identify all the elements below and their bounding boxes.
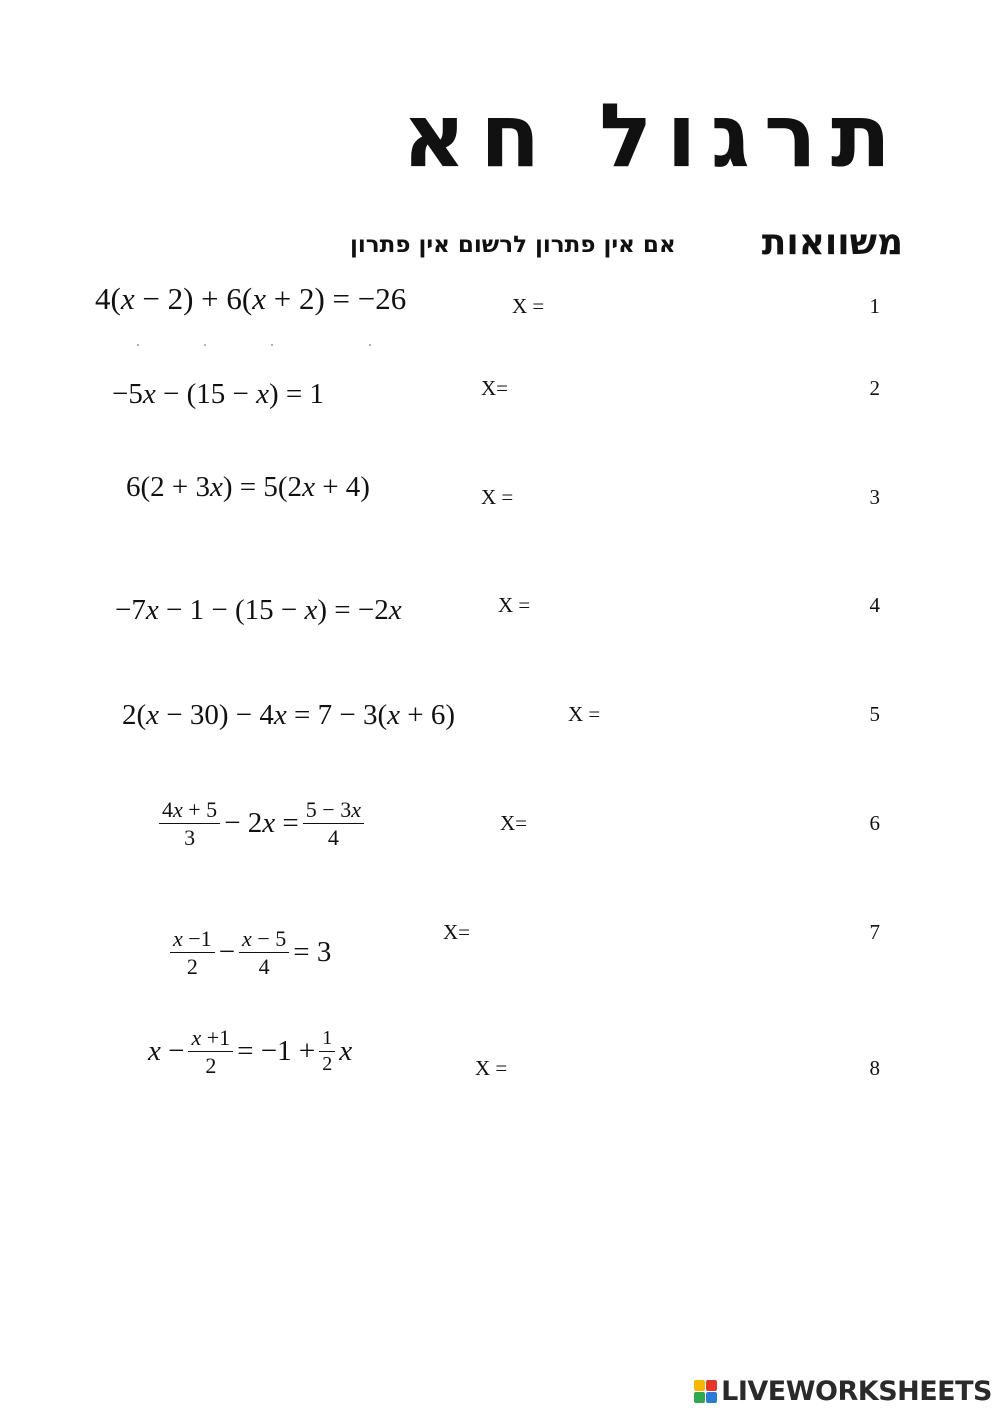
section-title: משוואות: [761, 222, 903, 263]
scan-dots: [130, 342, 380, 348]
answer-label-8: X =: [475, 1056, 508, 1080]
exercise-number-7: 7: [869, 920, 880, 944]
answer-label-6: X=: [500, 811, 528, 835]
equation-1: 4( x − 2) + 6( x + 2) = −26: [95, 281, 407, 316]
liveworksheets-logo: [694, 1376, 992, 1407]
exercise-number-5: 5: [869, 702, 880, 726]
exercise-number-8: 8: [869, 1056, 880, 1080]
exercise-number-6: 6: [869, 811, 880, 835]
brand-name: LIVEWORKSHEETS: [721, 1376, 992, 1407]
exercise-number-2: 2: [869, 376, 880, 400]
equation-4: −7 x − 1 − (15 − x ) = −2 x: [115, 594, 402, 626]
answer-label-4: X =: [498, 593, 531, 617]
answer-label-7: X=: [443, 920, 471, 944]
answer-label-1: X =: [512, 294, 545, 318]
equation-3: 6(2 + 3 x ) = 5(2 x + 4): [126, 471, 370, 503]
exercise-number-3: 3: [869, 485, 880, 509]
exercise-number-1: 1: [869, 294, 880, 318]
worksheet-title: תרגול חא: [401, 84, 905, 187]
answer-label-3: X =: [481, 485, 514, 509]
equation-8: x − $\frac{x +1}{2}$ = −1 + $\frac{1}{2}$ x: [148, 1025, 353, 1079]
equation-6: $\frac{4x + 5}{3}$ − 2 x = $\frac{5 - 3x}{4}$: [155, 798, 368, 849]
instruction-text: אם אין פתרון לרשום אין פתרון: [350, 232, 676, 258]
equation-5: 2( x − 30) − 4 x = 7 − 3( x + 6): [122, 699, 456, 731]
liveworksheets-mark-icon: [694, 1380, 717, 1403]
answer-label-5: X =: [568, 702, 601, 726]
equation-7: $\frac{x -1}{2}$ − $\frac{x - 5}{4}$ = 3: [166, 927, 331, 978]
exercise-number-4: 4: [869, 593, 880, 617]
equation-2: −5 x − (15 − x ) = 1: [112, 378, 324, 410]
answer-label-2: X=: [481, 376, 509, 400]
